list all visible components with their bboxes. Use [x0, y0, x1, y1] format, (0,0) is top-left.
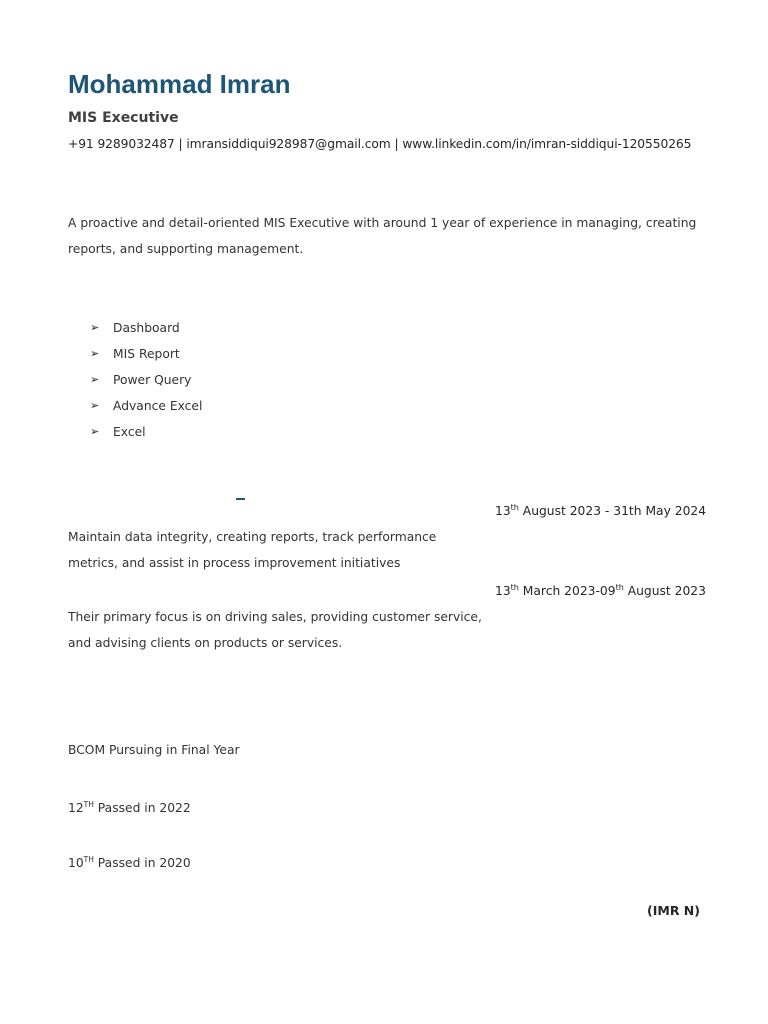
arrow-bullet-icon: ➢	[90, 373, 100, 386]
education-item-1: BCOM Pursuing in Final Year	[68, 743, 240, 757]
skill-label: MIS Report	[113, 347, 180, 361]
skill-label: Power Query	[113, 373, 192, 387]
signature: (IMR N)	[647, 903, 700, 918]
experience-description-2: Their primary focus is on driving sales, providing customer service, and advising clients on products or services.	[68, 610, 482, 650]
arrow-bullet-icon: ➢	[90, 347, 100, 360]
underscore-mark	[236, 498, 245, 500]
profile-summary: A proactive and detail-oriented MIS Executive with around 1 year of experience in managing, creating reports, and supporting management.	[68, 216, 697, 256]
experience-date-2: 13th March 2023-09th August 2023	[495, 583, 706, 598]
experience-date-1: 13th August 2023 - 31th May 2024	[495, 503, 707, 518]
education-item-3: 10TH Passed in 2020	[68, 855, 191, 870]
skill-item	[90, 393, 202, 419]
skill-label: Advance Excel	[113, 399, 203, 413]
skill-label: Dashboard	[113, 321, 180, 335]
candidate-name: Mohammad Imran	[68, 69, 291, 99]
arrow-bullet-icon: ➢	[90, 321, 100, 334]
skill-item	[90, 315, 202, 341]
education-item-2: 12TH Passed in 2022	[68, 800, 191, 815]
experience-description-1: Maintain data integrity, creating reports, track performance metrics, and assist in process improvement initiatives	[68, 530, 437, 570]
arrow-bullet-icon: ➢	[90, 425, 100, 438]
skill-item	[90, 419, 202, 445]
skill-item	[90, 341, 202, 367]
skill-item	[90, 367, 202, 393]
skill-label: Excel	[113, 425, 146, 439]
job-title: MIS Executive	[68, 110, 179, 126]
skills-list	[90, 315, 202, 445]
contact-line: +91 9289032487 | imransiddiqui928987@gmail.com | www.linkedin.com/in/imran-siddiqui-120550265	[68, 137, 692, 151]
arrow-bullet-icon: ➢	[90, 399, 100, 412]
